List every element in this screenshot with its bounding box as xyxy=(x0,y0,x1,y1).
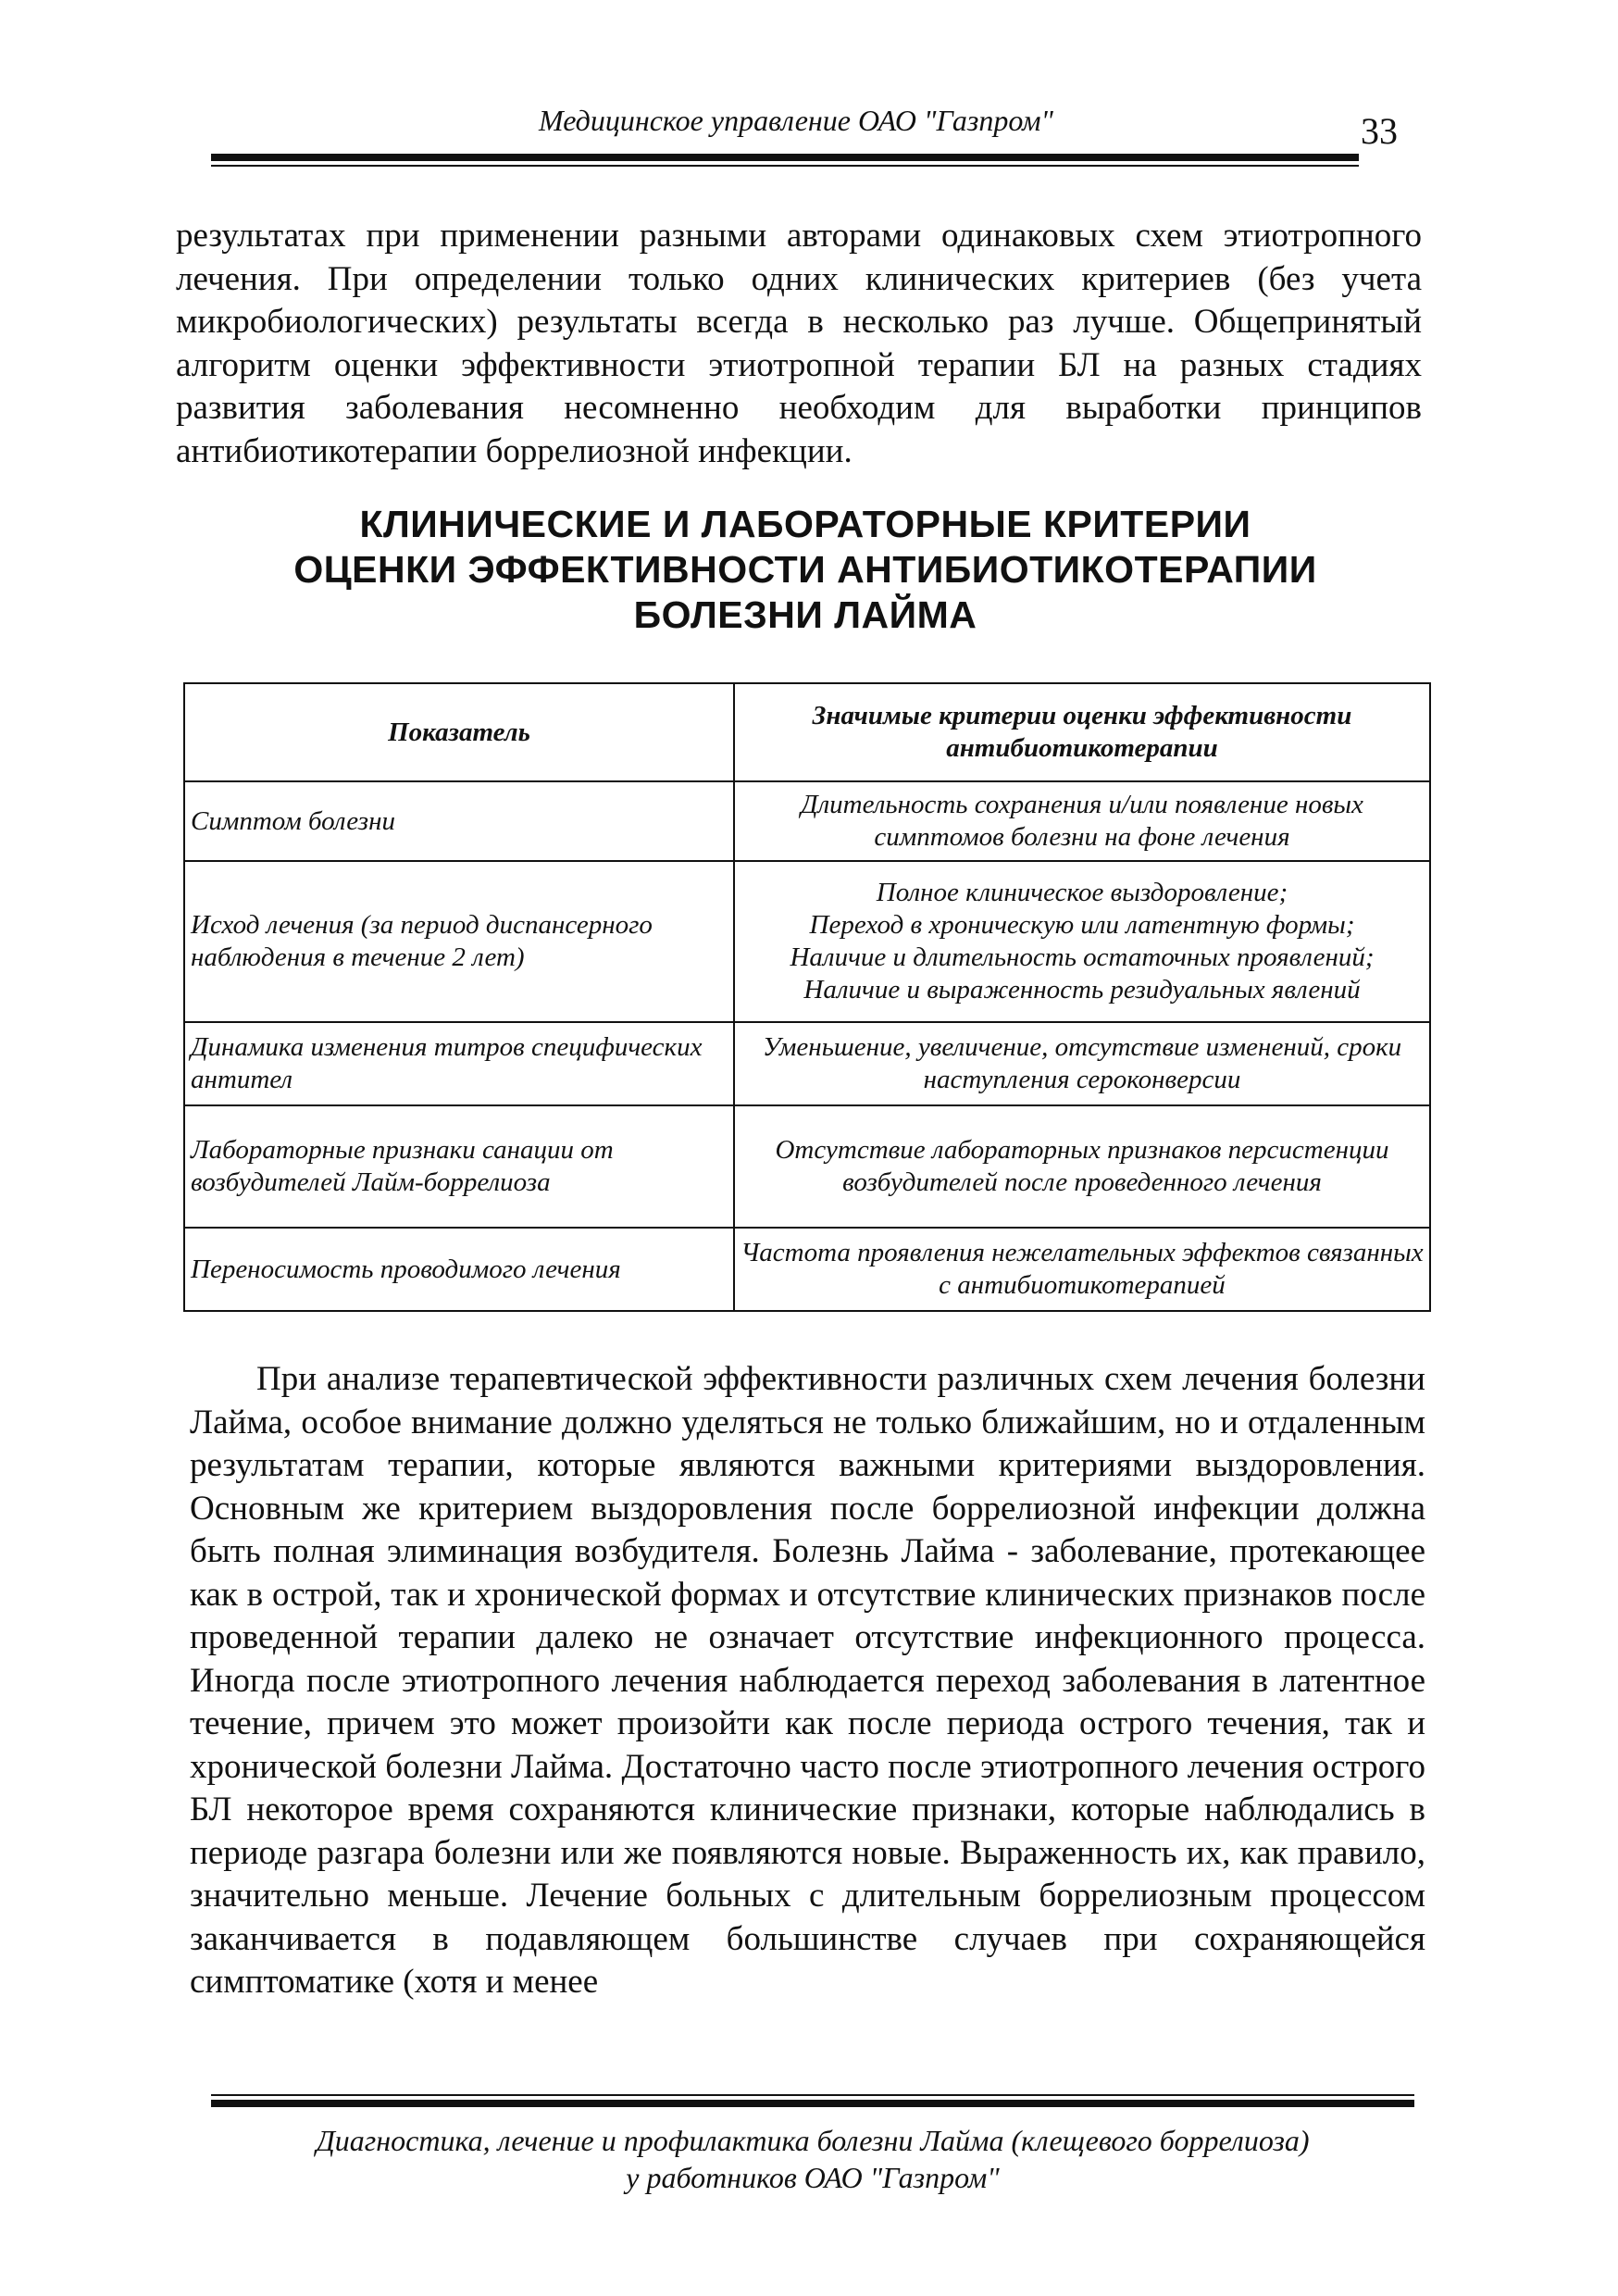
indicator-cell: Исход лечения (за период диспансерного наблюдения в течение 2 лет) xyxy=(184,861,734,1022)
indicator-cell: Переносимость проводимого лечения xyxy=(184,1228,734,1311)
table-row xyxy=(184,1022,1430,1105)
indicator-cell: Лабораторные признаки санации от возбудителей Лайм-боррелиоза xyxy=(184,1105,734,1228)
section-heading-line: КЛИНИЧЕСКИЕ И ЛАБОРАТОРНЫЕ КРИТЕРИИ xyxy=(359,503,1251,545)
criteria-cell xyxy=(734,1022,1430,1105)
criteria-line: Частота проявления нежелательных эффектов связанных с антибиотикотерапией xyxy=(741,1238,1424,1300)
criteria-cell xyxy=(734,781,1430,861)
criteria-line: Наличие и длительность остаточных проявлений; xyxy=(790,942,1375,972)
intro-paragraph: результатах при применении разными авторами одинаковых схем этиотропного лечения. При определении только одних клинических критериев (без учета микробиологических) результаты всегда в несколько раз лучше. Общепринятый алгоритм оценки эффективности этиотропной терапии БЛ на разных стадиях развития заболевания несомненно необходим для выработки принципов антибиотикотерапии боррелиозной инфекции. xyxy=(176,217,1422,470)
column-header-criteria: Значимые критерии оценки эффективности антибиотикотерапии xyxy=(734,683,1430,781)
header-rule-thin xyxy=(211,165,1359,167)
criteria-line: Наличие и выраженность резидуальных явлений xyxy=(803,975,1361,1004)
header-title: Медицинское управление ОАО "Газпром" xyxy=(539,104,1053,137)
body-paragraph: При анализе терапевтической эффективности различных схем лечения болезни Лайма, особое внимание должно уделяться не только ближайшим, но и отдаленным результатам терапии, которые являются важными критериями выздоровления. Основным же критерием выздоровления после боррелиозной инфекции должна быть полная элиминация возбудителя. Болезнь Лайма - заболевание, протекающее как в острой, так и хронической формах и отсутствие клинических признаков после проведенной терапии далеко не означает отсутствие инфекционного процесса. Иногда после этиотропного лечения наблюдается переход заболевания в латентное течение, причем это может произойти как после периода острого течения, так и хронической болезни Лайма. Достаточно часто после этиотропного лечения острого БЛ некоторое время сохраняются клинические признаки, которые наблюдались в периоде разгара болезни или же появляются новые. Выраженность их, как правило, значительно меньше. Лечение больных с длительным боррелиозным процессом заканчивается в подавляющем большинстве случаев при сохраняющейся симптоматике (хотя и менее xyxy=(190,1360,1425,2001)
table-header-row xyxy=(184,683,1430,781)
criteria-line: Уменьшение, увеличение, отсутствие изменений, сроки наступления сероконверсии xyxy=(762,1032,1402,1094)
indicator-cell: Симптом болезни xyxy=(184,781,734,861)
header-rule xyxy=(211,154,1359,161)
page-number: 33 xyxy=(1361,110,1398,152)
table-row xyxy=(184,1228,1430,1311)
section-heading xyxy=(231,502,1379,638)
footer-line: у работников ОАО "Газпром" xyxy=(626,2161,1000,2194)
criteria-line: Длительность сохранения и/или появление новых симптомов болезни на фоне лечения xyxy=(801,790,1363,852)
criteria-cell xyxy=(734,1105,1430,1228)
criteria-line: Отсутствие лабораторных признаков персистенции возбудителей после проведенного лечения xyxy=(775,1135,1389,1197)
criteria-cell xyxy=(734,1228,1430,1311)
footer-text xyxy=(211,2122,1414,2196)
footer-rule xyxy=(211,2100,1414,2107)
criteria-cell xyxy=(734,861,1430,1022)
section-heading-line: БОЛЕЗНИ ЛАЙМА xyxy=(633,593,977,636)
table-row xyxy=(184,1105,1430,1228)
criteria-table xyxy=(183,682,1431,1312)
section-heading-line: ОЦЕНКИ ЭФФЕКТИВНОСТИ АНТИБИОТИКОТЕРАПИИ xyxy=(293,548,1317,591)
criteria-line: Переход в хроническую или латентную формы; xyxy=(809,910,1355,940)
footer-line: Диагностика, лечение и профилактика болезни Лайма (клещевого боррелиоза) xyxy=(316,2124,1310,2157)
criteria-line: Полное клиническое выздоровление; xyxy=(876,878,1288,907)
indicator-cell: Динамика изменения титров специфических антител xyxy=(184,1022,734,1105)
table-row xyxy=(184,781,1430,861)
column-header-indicator: Показатель xyxy=(184,683,734,781)
footer-rule-thin xyxy=(211,2094,1414,2096)
table-row xyxy=(184,861,1430,1022)
